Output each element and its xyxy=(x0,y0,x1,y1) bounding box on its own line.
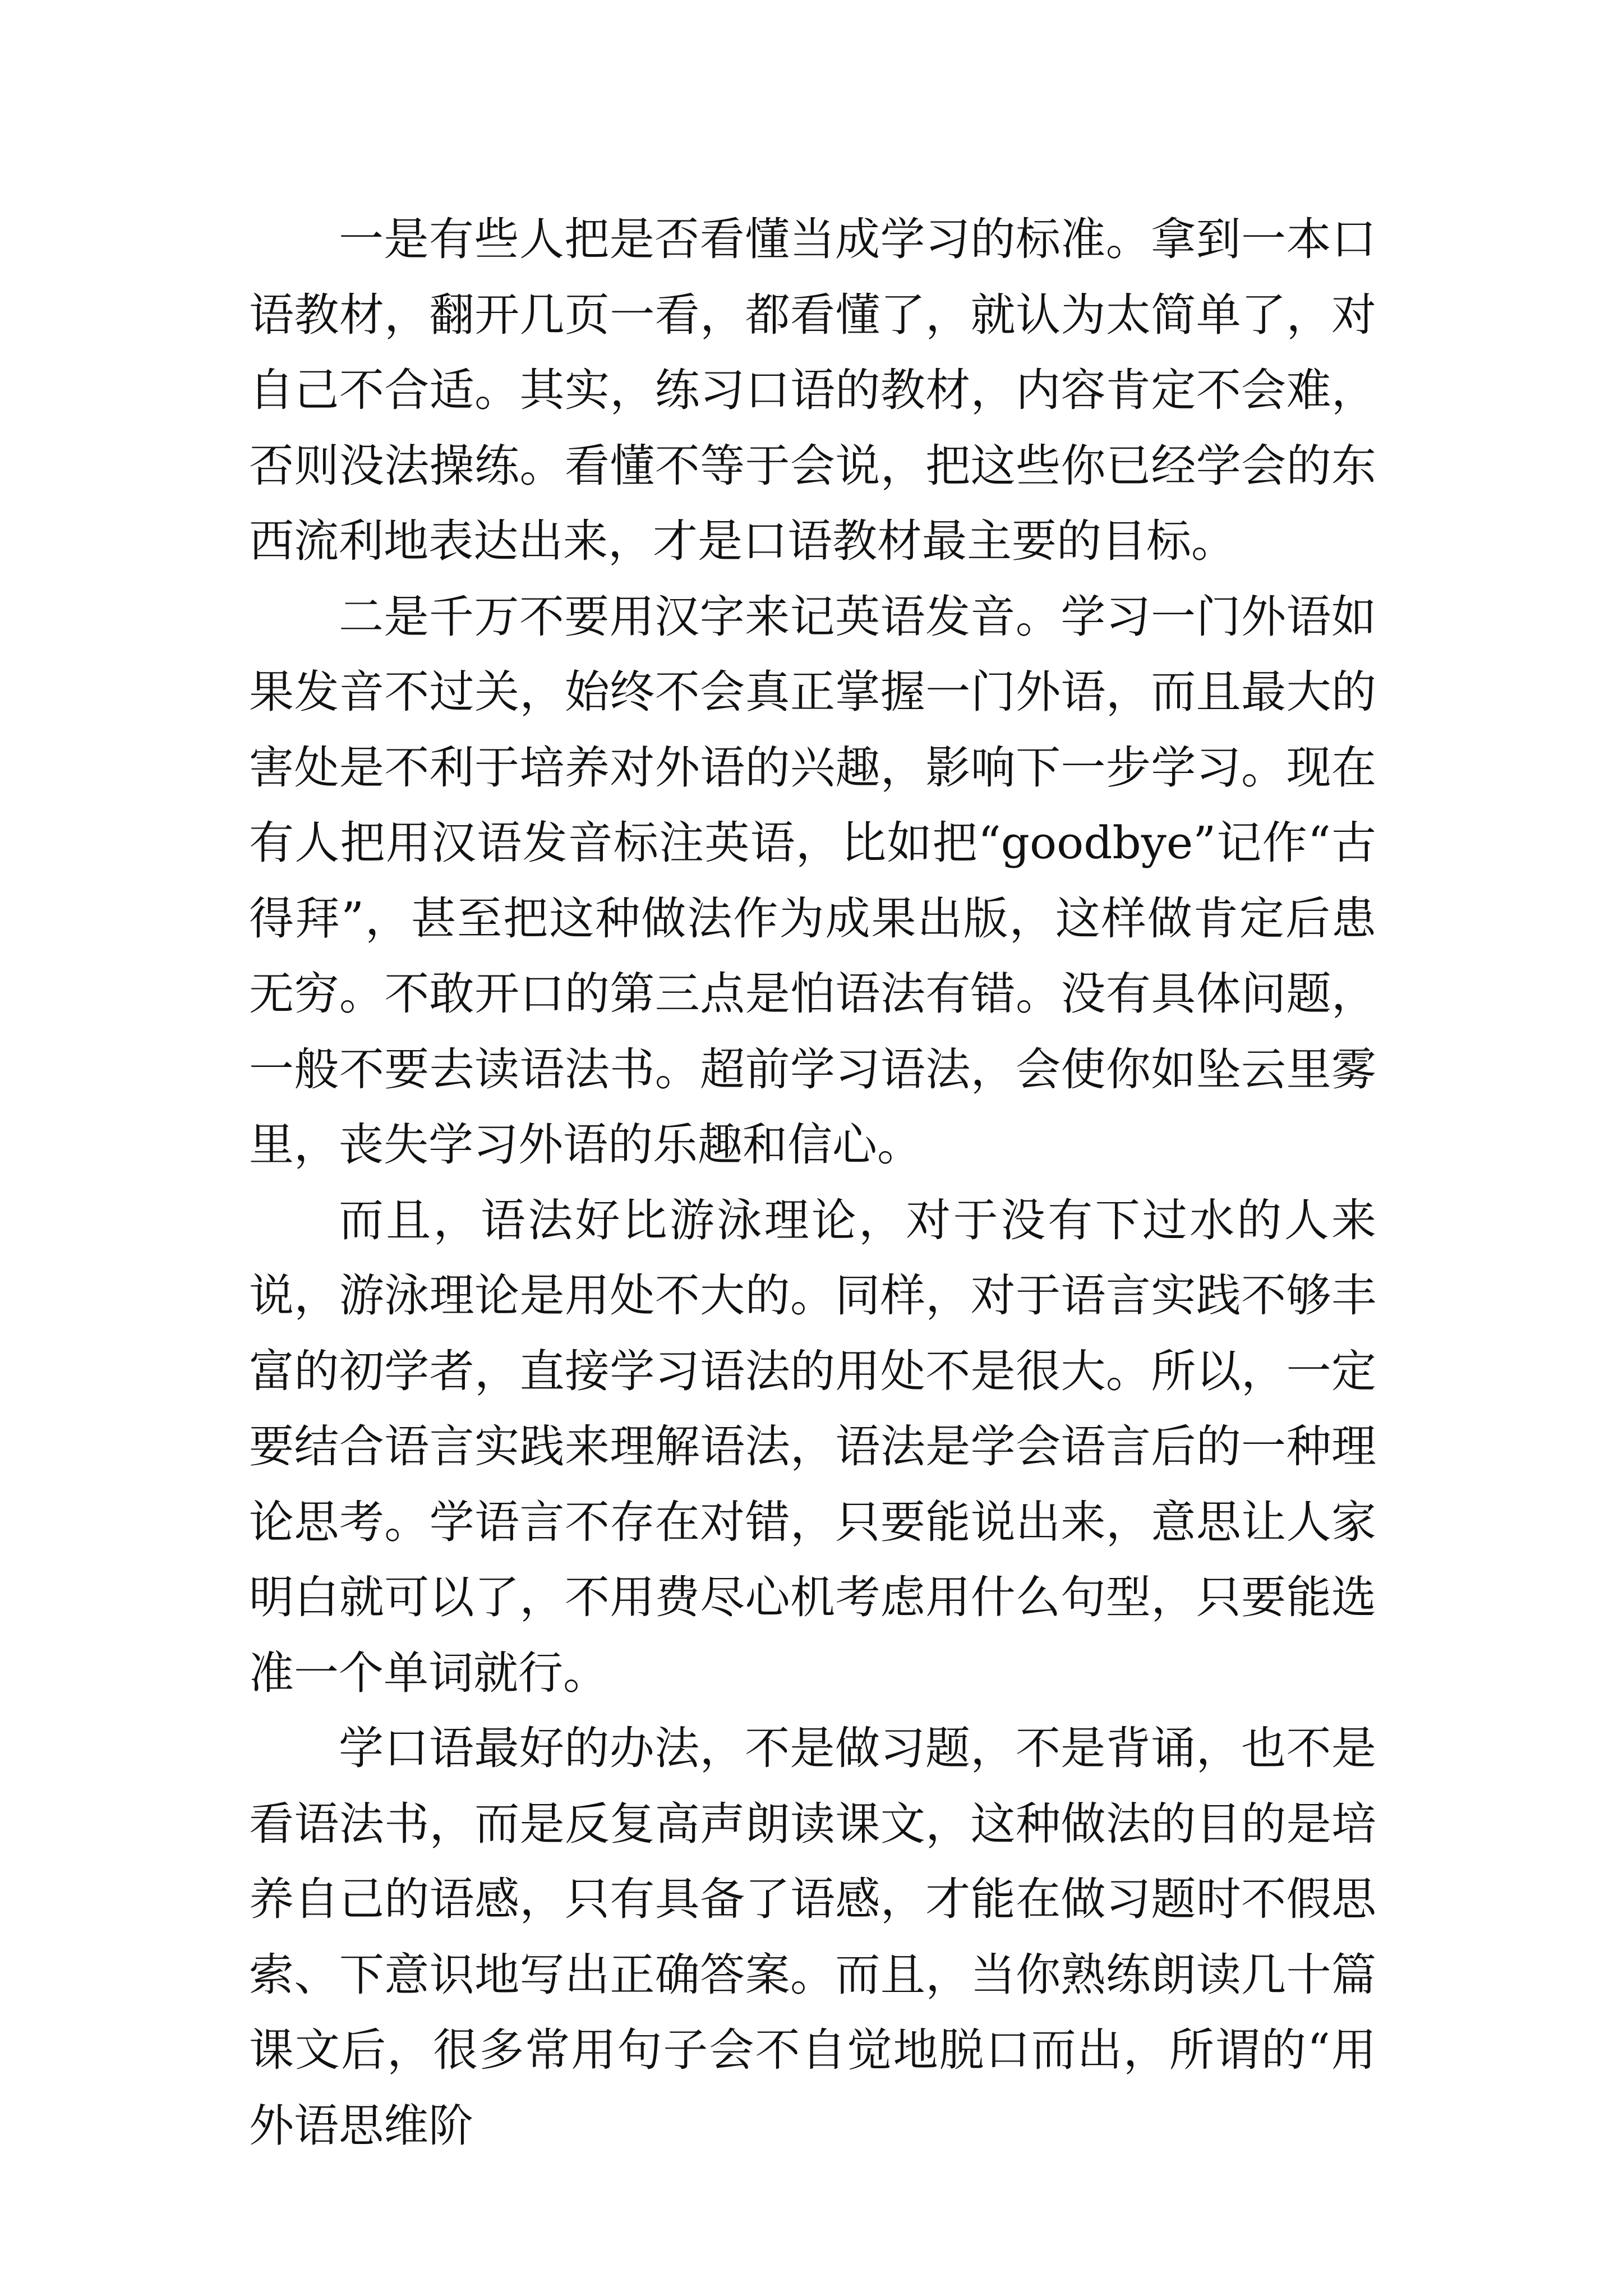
paragraph-4: 学口语最好的办法，不是做习题，不是背诵，也不是看语法书，而是反复高声朗读课文，这种做法的目的是培养自己的语感，只有具备了语感，才能在做习题时不假思索、下意识地写出正确答案。而且，当你熟练朗读几十篇课文后，很多常用句子会不自觉地脱口而出，所谓的“用外语思维阶 xyxy=(249,1722,1376,2152)
paragraph-2: 二是千万不要用汉字来记英语发音。学习一门外语如果发音不过关，始终不会真正掌握一门外语，而且最大的害处是不利于培养对外语的兴趣，影响下一步学习。现在有人把用汉语发音标注英语，比如把“goodbye”记作“古得拜”，甚至把这种做法作为成果出版，这样做肯定后患无穷。不敢开口的第三点是怕语法有错。没有具体问题，一般不要去读语法书。超前学习语法，会使你如坠云里雾里，丧失学习外语的乐趣和信心。 xyxy=(249,590,1376,1171)
paragraph-3: 而且，语法好比游泳理论，对于没有下过水的人来说，游泳理论是用处不大的。同样，对于语言实践不够丰富的初学者，直接学习语法的用处不是很大。所以，一定要结合语言实践来理解语法，语法是学会语言后的一种理论思考。学语言不存在对错，只要能说出来，意思让人家明白就可以了，不用费尽心机考虑用什么句型，只要能选准一个单词就行。 xyxy=(249,1194,1376,1699)
document-body xyxy=(249,202,1376,2164)
paragraph-1: 一是有些人把是否看懂当成学习的标准。拿到一本口语教材，翻开几页一看，都看懂了，就认为太简单了，对自己不合适。其实，练习口语的教材，内容肯定不会难，否则没法操练。看懂不等于会说，把这些你已经学会的东西流利地表达出来，才是口语教材最主要的目标。 xyxy=(249,213,1376,567)
